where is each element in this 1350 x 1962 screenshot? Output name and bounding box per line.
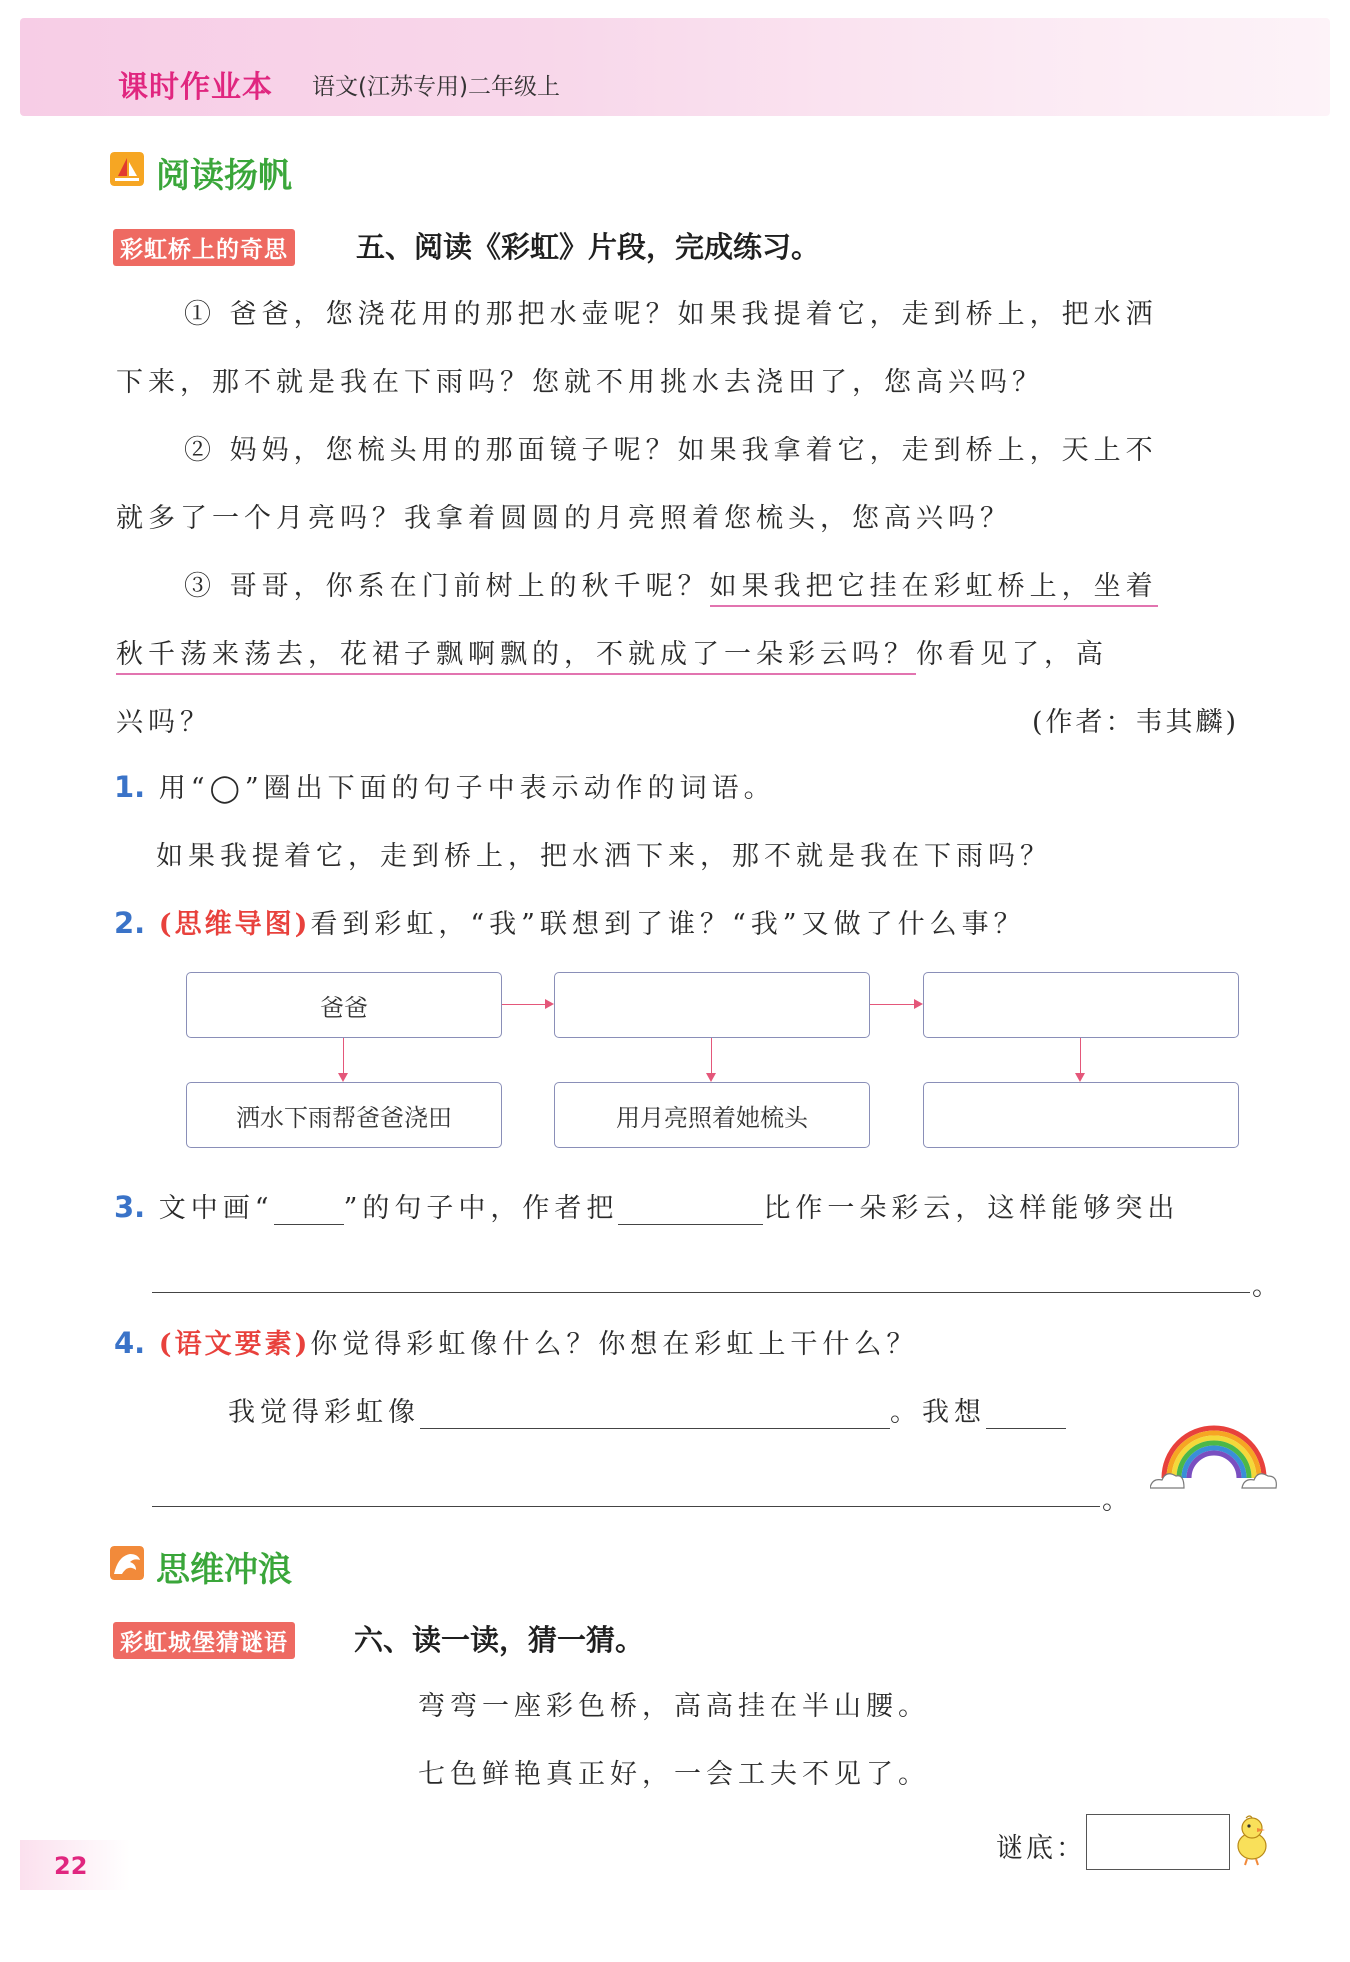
passage-line <box>184 564 1158 603</box>
question-text: 看到彩虹，“我”联想到了谁？“我”又做了什么事？ <box>310 909 1026 940</box>
mindmap-box-2[interactable] <box>554 972 870 1038</box>
arrow-down <box>343 1038 344 1080</box>
question-number: 4. <box>114 1326 146 1360</box>
answer-blank[interactable] <box>986 1428 1066 1429</box>
question-3 <box>114 1186 1179 1225</box>
question-1 <box>114 766 776 805</box>
arrow-down <box>711 1038 712 1080</box>
answer-prompt: 。我想 <box>890 1397 986 1428</box>
riddle-line: 七色鲜艳真正好，一会工夫不见了。 <box>418 1759 930 1790</box>
question-number: 3. <box>114 1190 146 1224</box>
exercise-title: 六、读一读，猜一猜。 <box>354 1623 645 1657</box>
riddle-answer-box[interactable] <box>1086 1814 1230 1870</box>
section-title-reading: 阅读扬帆 <box>156 156 292 196</box>
section-title-thinking: 思维冲浪 <box>156 1550 292 1590</box>
exercise-tag: 彩虹桥上的奇思 <box>113 229 295 266</box>
page-number: 22 <box>54 1852 88 1880</box>
wave-icon <box>110 1546 144 1584</box>
sail-icon <box>110 152 144 190</box>
passage-line <box>116 632 1108 671</box>
book-subtitle: 语文(江苏专用)二年级上 <box>312 74 560 100</box>
exercise-tag: 彩虹城堡猜谜语 <box>113 1622 295 1659</box>
question-tag: (语文要素) <box>158 1329 311 1360</box>
question-text: 文中画“ <box>158 1193 274 1224</box>
question-2 <box>114 902 1026 941</box>
question-text: 比作一朵彩云，这样能够突出 <box>763 1193 1180 1224</box>
answer-line[interactable] <box>152 1292 1250 1293</box>
answer-blank[interactable] <box>618 1224 763 1225</box>
answer-blank[interactable] <box>274 1224 344 1225</box>
passage-line: 就多了一个月亮吗？我拿着圆圆的月亮照着您梳头，您高兴吗？ <box>116 503 1012 534</box>
question-text: ”的句子中，作者把 <box>343 1193 619 1224</box>
chick-icon <box>1232 1814 1272 1870</box>
answer-prompt: 我觉得彩虹像 <box>228 1397 420 1428</box>
arrow-right <box>502 1004 552 1005</box>
mindmap-box-1[interactable]: 爸爸 <box>186 972 502 1038</box>
answer-line[interactable] <box>152 1506 1100 1507</box>
question-text: 用“◯”圈出下面的句子中表示动作的词语。 <box>158 773 776 804</box>
period: 。 <box>1252 1271 1284 1302</box>
mindmap-box-3[interactable] <box>923 972 1239 1038</box>
passage-author: (作者：韦其麟) <box>1032 707 1240 738</box>
passage-text: ③ 哥哥，你系在门前树上的秋千呢？ <box>184 571 710 602</box>
question-number: 2. <box>114 906 146 940</box>
rainbow-icon <box>1150 1412 1278 1496</box>
passage-line: ① 爸爸，您浇花用的那把水壶呢？如果我提着它，走到桥上，把水洒 <box>184 299 1158 330</box>
question-tag: (思维导图) <box>158 909 311 940</box>
question-4-answer <box>228 1390 1066 1429</box>
mindmap-box-4[interactable]: 洒水下雨帮爸爸浇田 <box>186 1082 502 1148</box>
period: 。 <box>1102 1485 1134 1516</box>
question-4 <box>114 1322 918 1361</box>
question-number: 1. <box>114 770 146 804</box>
passage-line: 兴吗？ <box>116 707 212 738</box>
passage-line: ② 妈妈，您梳头用的那面镜子呢？如果我拿着它，走到桥上，天上不 <box>184 435 1158 466</box>
underlined-sentence: 秋千荡来荡去，花裙子飘啊飘的，不就成了一朵彩云吗？ <box>116 639 916 675</box>
book-title: 课时作业本 <box>118 70 273 105</box>
mindmap-box-6[interactable] <box>923 1082 1239 1148</box>
mindmap-box-5[interactable]: 用月亮照着她梳头 <box>554 1082 870 1148</box>
question-1-sentence[interactable]: 如果我提着它，走到桥上，把水洒下来，那不就是我在下雨吗？ <box>156 841 1052 872</box>
passage-text: 你看见了，高 <box>916 639 1108 670</box>
question-text: 你觉得彩虹像什么？你想在彩虹上干什么？ <box>310 1329 919 1360</box>
passage-line: 下来，那不就是我在下雨吗？您就不用挑水去浇田了，您高兴吗？ <box>116 367 1044 398</box>
riddle-line: 弯弯一座彩色桥，高高挂在半山腰。 <box>418 1691 930 1722</box>
underlined-sentence: 如果我把它挂在彩虹桥上，坐着 <box>710 571 1158 607</box>
exercise-title: 五、阅读《彩虹》片段，完成练习。 <box>356 230 821 264</box>
answer-blank[interactable] <box>420 1428 890 1429</box>
arrow-right <box>870 1004 921 1005</box>
answer-label: 谜底： <box>996 1833 1086 1864</box>
arrow-down <box>1080 1038 1081 1080</box>
